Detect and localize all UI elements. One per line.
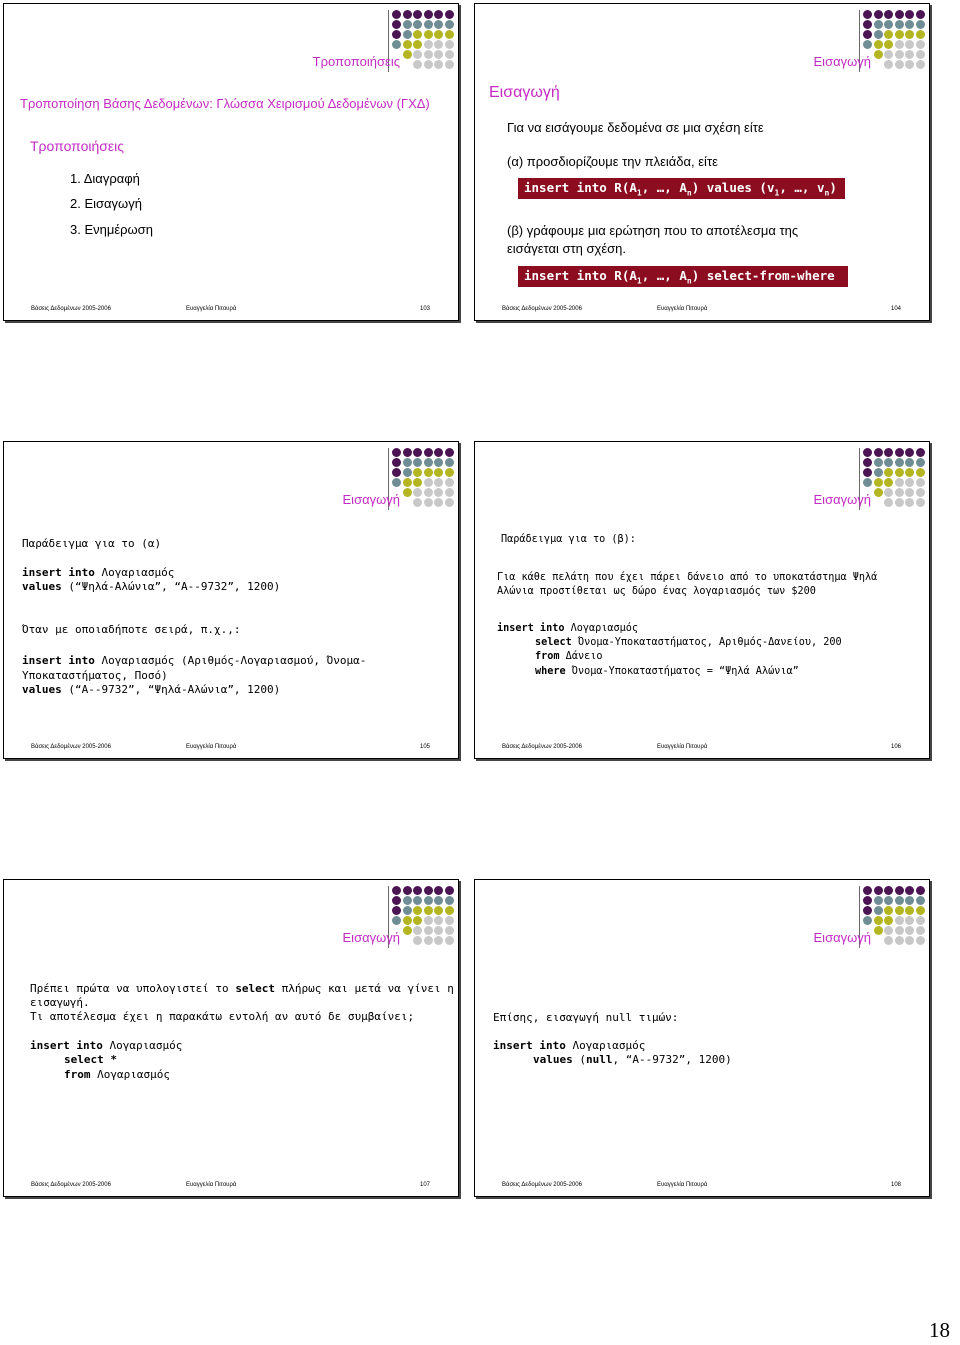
slide-footer: [475, 744, 929, 754]
footer-author: Ευαγγελία Πιτουρά: [186, 744, 237, 750]
slide-number: 107: [419, 1182, 430, 1188]
footer-course: Βάσεις Δεδομένων 2005-2006: [31, 744, 111, 750]
footer-author: Ευαγγελία Πιτουρά: [657, 1182, 708, 1188]
slide-footer: [4, 1182, 458, 1192]
slide-number: 108: [890, 1182, 901, 1188]
code-line: values (null, “A--9732”, 1200): [533, 1053, 732, 1066]
list-item: 1. Διαγραφή: [70, 171, 140, 186]
text-line: Τι αποτέλεσμα έχει η παρακάτω εντολή αν αυτό δε συμβαίνει;: [30, 1010, 415, 1023]
page-number: 18: [929, 1318, 950, 1342]
code-line: from Λογαριασμός: [64, 1068, 170, 1081]
text-line: εισαγωγή.: [30, 996, 90, 1009]
code-line: insert into Λογαριασμός: [30, 1039, 183, 1052]
footer-author: Ευαγγελία Πιτουρά: [657, 744, 708, 750]
code-line: values (“Ψηλά-Αλώνια”, “A--9732”, 1200): [22, 580, 281, 593]
slide-subheading: Τροποποιήσεις: [30, 138, 125, 154]
code-line: insert into Λογαριασμός: [497, 623, 639, 634]
slide-105: [3, 441, 459, 759]
slide-number: 105: [419, 744, 430, 750]
code-line: where Όνομα-Υποκαταστήματος = “Ψηλά Αλώνια”: [535, 666, 799, 677]
slide-title: Εισαγωγή: [342, 930, 400, 945]
slide-106: [474, 441, 930, 759]
footer-course: Βάσεις Δεδομένων 2005-2006: [502, 1182, 582, 1188]
slide-heading: Τροποποίηση Βάσης Δεδομένων: Γλώσσα Χειρισμού Δεδομένων (ΓΧΔ): [20, 96, 430, 111]
text-line: Παράδειγμα για το (β):: [501, 534, 636, 545]
code-line: select *: [64, 1053, 117, 1066]
footer-course: Βάσεις Δεδομένων 2005-2006: [502, 744, 582, 750]
text-line: (α) προσδιορίζουμε την πλειάδα, είτε: [507, 154, 718, 169]
slide-number: 104: [890, 306, 901, 312]
code-line: values (“A--9732”, “Ψηλά-Αλώνια”, 1200): [22, 683, 281, 696]
slide-108: [474, 879, 930, 1197]
text-line: Για κάθε πελάτη που έχει πάρει δάνειο από το υποκατάστημα Ψηλά: [497, 572, 878, 583]
code-line: insert into Λογαριασμός (Αριθμός-Λογαριασμού, Όνομα-: [22, 654, 367, 667]
slide-footer: [475, 1182, 929, 1192]
code-line: insert into Λογαριασμός: [493, 1039, 646, 1052]
code-line: insert into Λογαριασμός: [22, 566, 175, 579]
text-line: Παράδειγμα για το (α): [22, 537, 162, 550]
code-bar: insert into $R(A_1$, …, $A_n$) values ($v_1$, …, $v_n$): [518, 178, 845, 199]
slide-footer: [4, 306, 458, 316]
slide-title: Τροποποιήσεις: [312, 54, 400, 69]
slide-number: 106: [890, 744, 901, 750]
code-line: select Όνομα-Υποκαταστήματος, Αριθμός-Δανείου, 200: [535, 637, 842, 648]
footer-author: Ευαγγελία Πιτουρά: [657, 306, 708, 312]
text-line: (β) γράφουμε μια ερώτηση που το αποτέλεσμα της: [507, 223, 799, 238]
code-bar: insert into $R(A_1$, …, $A_n$) select-from-where: [518, 266, 848, 287]
list-item: 3. Ενημέρωση: [70, 222, 153, 237]
text-line: Πρέπει πρώτα να υπολογιστεί το select πλήρως και μετά να γίνει η: [30, 982, 454, 995]
slide-107: [3, 879, 459, 1197]
slide-title: Εισαγωγή: [342, 492, 400, 507]
footer-course: Βάσεις Δεδομένων 2005-2006: [502, 306, 582, 312]
slide-104: [474, 3, 930, 321]
text-line: Επίσης, εισαγωγή null τιμών:: [493, 1011, 679, 1024]
text-line: Αλώνια προστίθεται ως δώρο ένας λογαριασμός των $200: [497, 586, 816, 597]
slide-title: Εισαγωγή: [813, 930, 871, 945]
slide-103: [3, 3, 459, 321]
footer-course: Βάσεις Δεδομένων 2005-2006: [31, 1182, 111, 1188]
slide-heading: Εισαγωγή: [489, 84, 560, 101]
footer-author: Ευαγγελία Πιτουρά: [186, 1182, 237, 1188]
text-line: εισάγεται στη σχέση.: [507, 241, 626, 256]
footer-course: Βάσεις Δεδομένων 2005-2006: [31, 306, 111, 312]
list-item: 2. Εισαγωγή: [70, 196, 142, 211]
text-line: Για να εισάγουμε δεδομένα σε μια σχέση είτε: [507, 120, 764, 135]
code-line: Υποκαταστήματος, Ποσό): [22, 669, 168, 682]
footer-author: Ευαγγελία Πιτουρά: [186, 306, 237, 312]
slide-footer: [4, 744, 458, 754]
text-line: Όταν με οποιαδήποτε σειρά, π.χ.,:: [22, 623, 241, 636]
code-line: from Δάνειο: [535, 651, 603, 662]
slide-title: Εισαγωγή: [813, 492, 871, 507]
slide-title: Εισαγωγή: [813, 54, 871, 69]
slide-footer: [475, 306, 929, 316]
slide-number: 103: [419, 306, 430, 312]
